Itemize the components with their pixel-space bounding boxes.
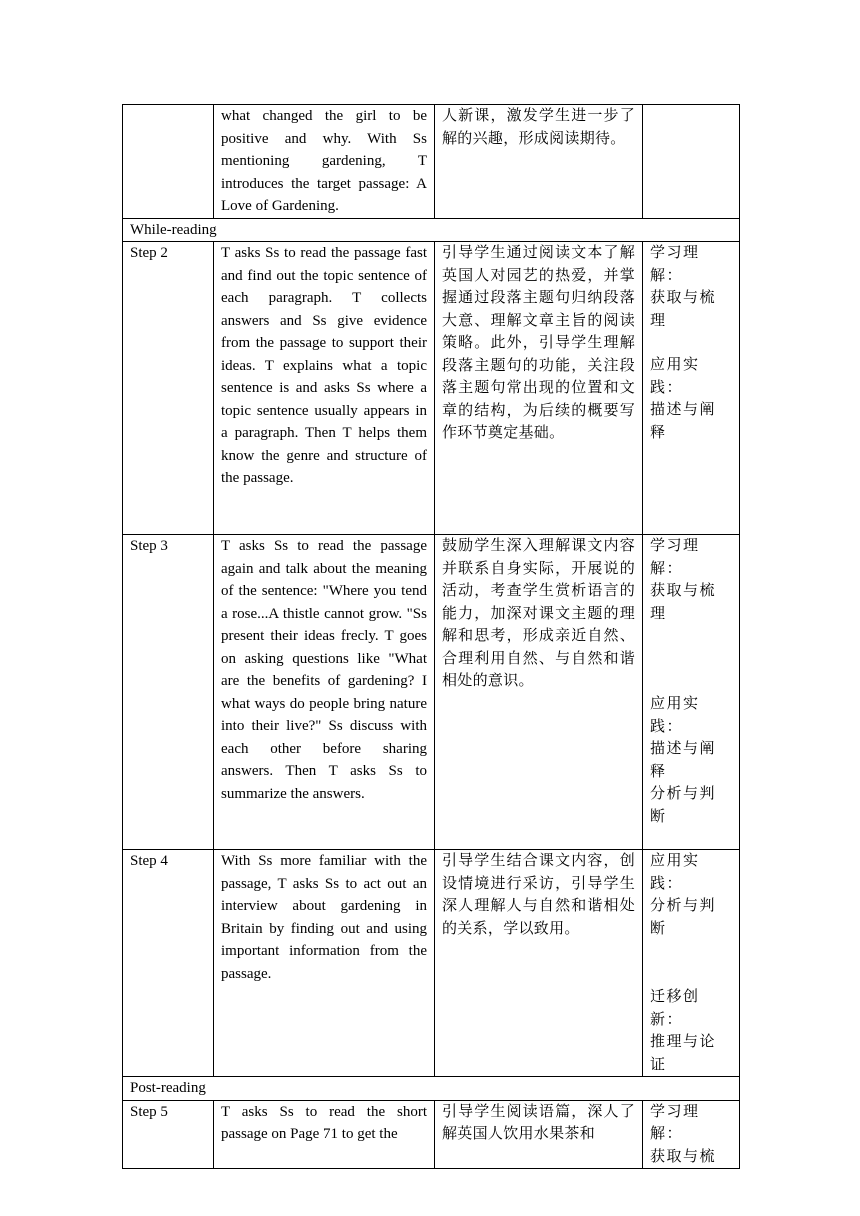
table-row [123, 1100, 740, 1169]
objective-transfer: 迁移创新： 推理与论证 [650, 989, 717, 1073]
objective-learning: 学习理解： 获取与梳理 [650, 538, 717, 622]
step-cell: Step 2 [123, 242, 214, 535]
step-cell: Step 3 [123, 535, 214, 850]
objective-application: 应用实践： 描述与阐释 分析与判断 [650, 696, 717, 825]
table-row [123, 105, 740, 219]
purpose-cell: 引导学生结合课文内容，创设情境进行采访，引导学生深人理解人与自然和谐相处的关系，学以致用。 [435, 850, 643, 1077]
activity-cell: what changed the girl to be positive and why. With Ss mentioning gardening, T introduces the target passage: A Love of Gardening. [214, 105, 435, 219]
objective-cell [643, 242, 740, 535]
activity-cell: With Ss more familiar with the passage, T asks Ss to act out an interview about gardening in Britain by finding out and using important information from the passage. [214, 850, 435, 1077]
section-label: Post-reading [123, 1077, 740, 1101]
purpose-cell: 引导学生通过阅读文本了解英国人对园艺的热爱，并掌握通过段落主题句归纳段落大意、理解文章主旨的阅读策略。此外，引导学生理解段落主题句的功能，关注段落主题句常出现的位置和文章的结构，为后续的概要写作环节奠定基础。 [435, 242, 643, 535]
step-cell: Step 5 [123, 1100, 214, 1169]
section-label: While-reading [123, 218, 740, 242]
step-cell [123, 105, 214, 219]
table-row [123, 535, 740, 850]
section-row-post-reading [123, 1077, 740, 1101]
objective-learning: 学习理解： 获取与梳 [650, 1103, 717, 1165]
purpose-cell: 引导学生阅读语篇，深人了解英国人饮用水果茶和 [435, 1100, 643, 1169]
lesson-plan-table [122, 104, 740, 1169]
objective-cell [643, 105, 740, 219]
activity-cell: T asks Ss to read the short passage on Page 71 to get the [214, 1100, 435, 1169]
purpose-cell: 鼓励学生深入理解课文内容并联系自身实际，开展说的活动，考查学生赏析语言的能力，加深对课文主题的理解和思考，形成亲近自然、合理利用自然、与自然和谐相处的意识。 [435, 535, 643, 850]
step-cell: Step 4 [123, 850, 214, 1077]
activity-cell: T asks Ss to read the passage fast and find out the topic sentence of each paragraph. T collects answers and Ss give evidence from the passage to support their ideas. T explains what a topic sentence is and asks Ss where a topic sentence usually appears in a paragraph. Then T helps them know the genre and structure of the passage. [214, 242, 435, 535]
objective-cell [643, 535, 740, 850]
table-row [123, 850, 740, 1077]
table-row [123, 242, 740, 535]
objective-application: 应用实践： 分析与判断 [650, 853, 717, 937]
objective-cell [643, 1100, 740, 1169]
objective-application: 应用实践： 描述与阐释 [650, 357, 717, 441]
purpose-cell: 人新课，激发学生进一步了解的兴趣，形成阅读期待。 [435, 105, 643, 219]
objective-learning: 学习理解： 获取与梳理 [650, 245, 717, 329]
activity-cell: T asks Ss to read the passage again and talk about the meaning of the sentence: "Where you tend a rose...A thistle cannot grow. "Ss present their ideas frecly. T goes on asking questions like "What are the benefits of gardening? I what ways do people bring nature into their live?" Ss discuss with each other before sharing answers. Then T asks Ss to summarize the answers. [214, 535, 435, 850]
objective-cell [643, 850, 740, 1077]
section-row-while-reading [123, 218, 740, 242]
